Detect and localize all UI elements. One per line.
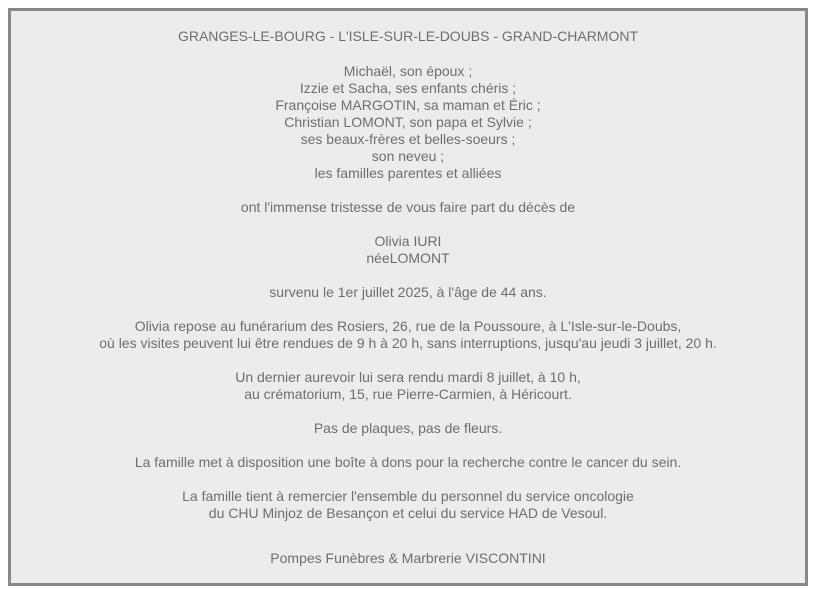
death-details [11, 284, 805, 301]
deceased-maiden-name: néeLOMONT [366, 250, 450, 266]
family-member: Michaël, son époux ; [343, 63, 473, 79]
locations-header [11, 28, 805, 45]
deceased-name [11, 233, 805, 267]
obituary-notice [8, 8, 808, 586]
ceremony-line: Un dernier aurevoir lui sera rendu mardi 8 juillet, à 10 h, [235, 369, 581, 385]
family-member: Izzie et Sacha, ses enfants chéris ; [299, 80, 517, 96]
deceased-full-name: Olivia IURI [374, 233, 442, 249]
no-flowers-text: Pas de plaques, pas de fleurs. [313, 420, 503, 436]
flowers-notice [11, 420, 805, 437]
announcement [11, 199, 805, 216]
death-date-age: survenu le 1er juillet 2025, à l'âge de 44 ans. [269, 284, 547, 300]
visitation-line: Olivia repose au funérarium des Rosiers, 26, rue de la Poussoure, à L'Isle-sur-le-Doubs, [134, 318, 682, 334]
locations-line: GRANGES-LE-BOURG - L'ISLE-SUR-LE-DOUBS - GRAND-CHARMONT [177, 28, 639, 44]
visitation-line: où les visites peuvent lui être rendues de 9 h à 20 h, sans interruptions, jusqu'au jeudi 3 juillet, 20 h. [99, 335, 717, 351]
announcement-text: ont l'immense tristesse de vous faire part du décès de [240, 199, 576, 215]
donations-text: La famille met à disposition une boîte à dons pour la recherche contre le cancer du sein. [134, 454, 682, 470]
family-member: ses beaux-frères et belles-soeurs ; [300, 131, 516, 147]
thanks-line: La famille tient à remercier l'ensemble du personnel du service oncologie [182, 488, 634, 504]
thanks-notice [11, 488, 805, 522]
family-member: Françoise MARGOTIN, sa maman et Éric ; [275, 97, 541, 113]
funeral-home-name: Pompes Funèbres & Marbrerie VISCONTINI [270, 550, 546, 566]
donations-notice [11, 454, 805, 471]
ceremony-line: au crématorium, 15, rue Pierre-Carmien, à Héricourt. [244, 386, 572, 402]
thanks-line: du CHU Minjoz de Besançon et celui du service HAD de Vesoul. [208, 505, 608, 521]
family-member: les familles parentes et alliées [314, 165, 502, 181]
family-member: son neveu ; [371, 148, 445, 164]
ceremony-info [11, 369, 805, 403]
family-member: Christian LOMONT, son papa et Sylvie ; [284, 114, 532, 130]
funeral-home [11, 550, 805, 567]
family-list [11, 63, 805, 182]
visitation-info [11, 318, 805, 352]
